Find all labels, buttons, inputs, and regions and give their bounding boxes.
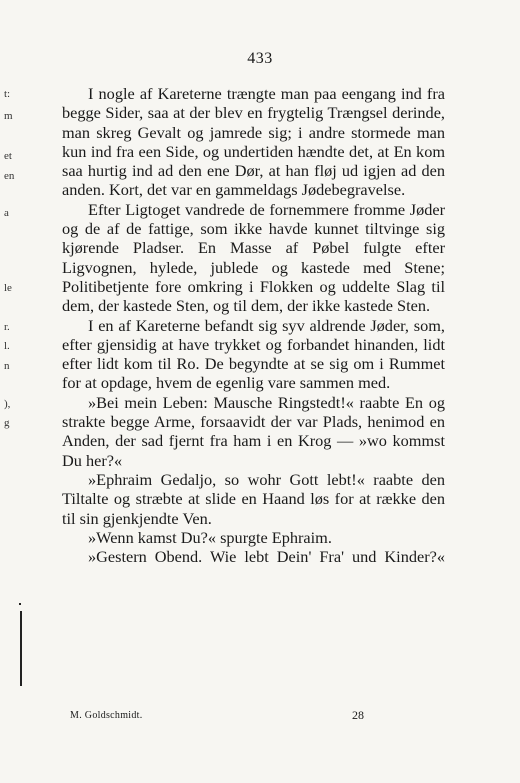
- paragraph: I nogle af Kareterne trængte man paa eengang ind fra begge Sider, saa at der blev en frygtelig Trængsel derinde, man skreg Gevalt og jamrede sig; i andre stormede man kun ind fra een Side, og undertiden hændte det, at En kom saa hurtig ind ad den ene Dør, at han fløj ud igjen ad den anden. Kort, det var en gammeldags Jødebegravelse.: [62, 84, 445, 200]
- margin-fragment: m: [4, 110, 13, 122]
- margin-fragment: l.: [4, 340, 10, 352]
- signature-mark: 28: [352, 708, 364, 722]
- binding-line: [20, 611, 22, 686]
- page-number: 433: [247, 50, 273, 67]
- margin-fragment: ),: [4, 398, 11, 410]
- margin-fragment: r.: [4, 321, 10, 333]
- margin-bleed: [0, 0, 30, 783]
- margin-fragment: et: [4, 150, 12, 162]
- margin-fragment: t:: [4, 88, 11, 100]
- footer-author: M. Goldschmidt.: [70, 710, 143, 721]
- paragraph: »Wenn kamst Du?« spurgte Ephraim.: [88, 527, 332, 547]
- binding-dot: [19, 603, 21, 605]
- paragraph: »Ephraim Gedaljo, so wohr Gott lebt!« raabte den Tiltalte og stræbte at slide en Haand løs for at række den til sin gjenkjendte Ven.: [62, 469, 445, 528]
- footer: [0, 708, 520, 728]
- margin-fragment: g: [4, 417, 10, 429]
- margin-fragment: a: [4, 207, 9, 219]
- paragraph: »Bei mein Leben: Mausche Ringstedt!« raabte En og strakte begge Arme, forsaavidt der var Plads, henimod en Anden, der sad fjernt fra ham i en Krog — »wo kommst Du her?«: [62, 392, 445, 470]
- paragraph: Efter Ligtoget vandrede de fornemmere fromme Jøder og de af de fattige, som ikke havde kunnet tiltvinge sig kjørende Pladser. En Masse af Pøbel fulgte efter Ligvognen, hylede, jublede og kastede med Stene; Politibetjente fore omkring i Flokken og uddelte Slag til dem, der kastede Sten, og til dem, der ikke kastede Sten.: [62, 199, 445, 316]
- paragraph: I en af Kareterne befandt sig syv aldrende Jøder, som, efter gjensidig at have trykket og forbandet hinanden, lidt efter lidt kom til Ro. De begyndte at se sig om i Rummet for at opdage, hvem de egenlig vare sammen med.: [62, 315, 445, 393]
- margin-fragment: n: [4, 360, 10, 372]
- margin-fragment: le: [4, 282, 12, 294]
- margin-fragment: en: [4, 170, 15, 182]
- body-text: [62, 84, 445, 566]
- paragraph: »Gestern Obend. Wie lebt Dein' Fra' und Kinder?«: [88, 547, 445, 567]
